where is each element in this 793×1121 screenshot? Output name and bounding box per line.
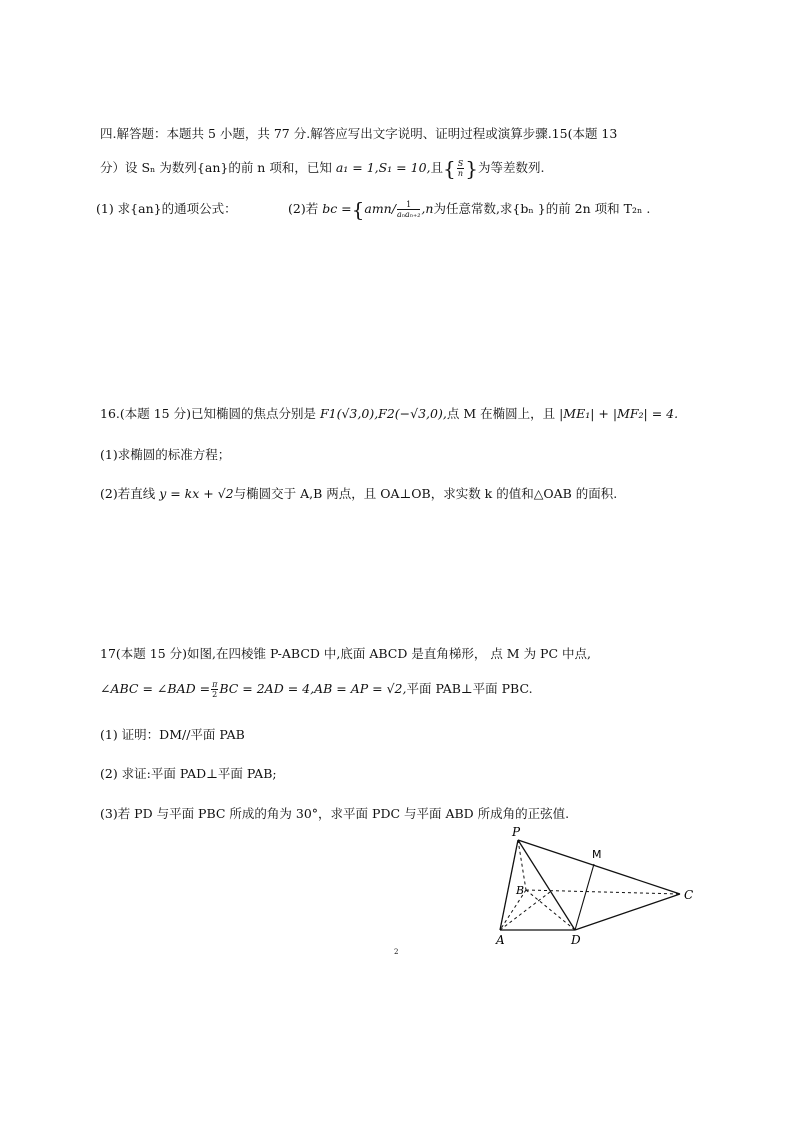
q15-given-math: a₁ = 1,S₁ = 10, [335, 160, 431, 175]
q16-prefix: 16.(本题 15 分)已知椭圆的焦点分别是 [100, 406, 320, 421]
q15-line2-mid: 且 [430, 160, 444, 175]
fraction-denominator: 2 [212, 690, 218, 699]
fraction-numerator: S [457, 159, 464, 168]
q15-piece1: amn/ [364, 201, 396, 216]
q15-part1: (1) 求{an}的通项公式： [96, 201, 237, 216]
q16-part2-prefix: (2)若直线 [100, 486, 160, 501]
q15-part2-suffix: 为任意常数,求{bₙ }的前 2n 项和 T₂ₙ . [433, 201, 651, 216]
label-b: B [516, 884, 525, 897]
fraction-denominator: aₙaₙ₊₂ [396, 210, 421, 219]
q17-line1: 17(本题 15 分)如图,在四棱锥 P-ABCD 中,底面 ABCD 是直角梯形， 点 M 为 PC 中点, [100, 646, 591, 661]
q17-line2 [100, 680, 533, 699]
q15-part2-prefix: (2)若 [288, 201, 323, 216]
label-p: P [512, 825, 521, 839]
q16-line1 [100, 405, 678, 423]
q16-part1: (1)求椭圆的标准方程； [100, 447, 231, 462]
label-a: A [496, 933, 505, 947]
piecewise-brace: { [351, 197, 365, 222]
page-number: 2 [394, 948, 399, 956]
q16-part2 [100, 485, 617, 503]
label-m: M [592, 848, 602, 861]
right-brace: } [465, 156, 478, 181]
pi-over-2-fraction [211, 680, 218, 699]
label-d: D [571, 933, 581, 947]
q17-line2-suffix: 平面 PAB⊥平面 PBC. [406, 681, 533, 696]
q15-line2 [100, 156, 545, 181]
left-brace: { [443, 156, 456, 181]
fraction-numerator: 1 [397, 200, 420, 210]
q15-line2-suffix: 为等差数列. [477, 160, 545, 175]
q15-line2-prefix: 分）设 Sₙ 为数列{an}的前 n 项和，已知 [100, 160, 336, 175]
q16-part2-suffix: 与椭圆交于 A,B 两点，且 OA⊥OB，求实数 k 的值和△OAB 的面积. [233, 486, 618, 501]
q17-part2: (2) 求证:平面 PAD⊥平面 PAB; [100, 766, 277, 781]
fraction-numerator: π [212, 680, 218, 689]
q16-foci-math: F1(√3,0),F2(−√3,0), [319, 406, 447, 421]
q15-part2-math: bc = [322, 201, 352, 216]
q17-part3: (3)若 PD 与平面 PBC 所成的角为 30°，求平面 PDC 与平面 ABD 所成角的正弦值. [100, 806, 570, 821]
q17-part1: (1) 证明：DM//平面 PAB [100, 727, 245, 742]
q15-piece2: ,n [421, 201, 434, 216]
q16-line-math: y = kx + √2 [159, 486, 234, 501]
q17-length-math: BC = 2AD = 4,AB = AP = √2, [219, 681, 407, 696]
pyramid-figure [490, 822, 700, 952]
q16-distance-math: |ME₁| + |MF₂| = 4. [559, 406, 679, 421]
q15-piece-fraction [397, 200, 420, 219]
q15-part2 [288, 197, 651, 222]
sn-over-n-fraction [457, 159, 464, 178]
q16-mid: 点 M 在椭圆上，且 [446, 406, 560, 421]
section-header: 四.解答题：本题共 5 小题，共 77 分.解答应写出文字说明、证明过程或演算步骤.15(本题 13 [100, 126, 618, 141]
q17-angle-math: ∠ABC = ∠BAD = [100, 681, 211, 696]
fraction-denominator: n [457, 169, 464, 178]
label-c: C [684, 888, 694, 902]
